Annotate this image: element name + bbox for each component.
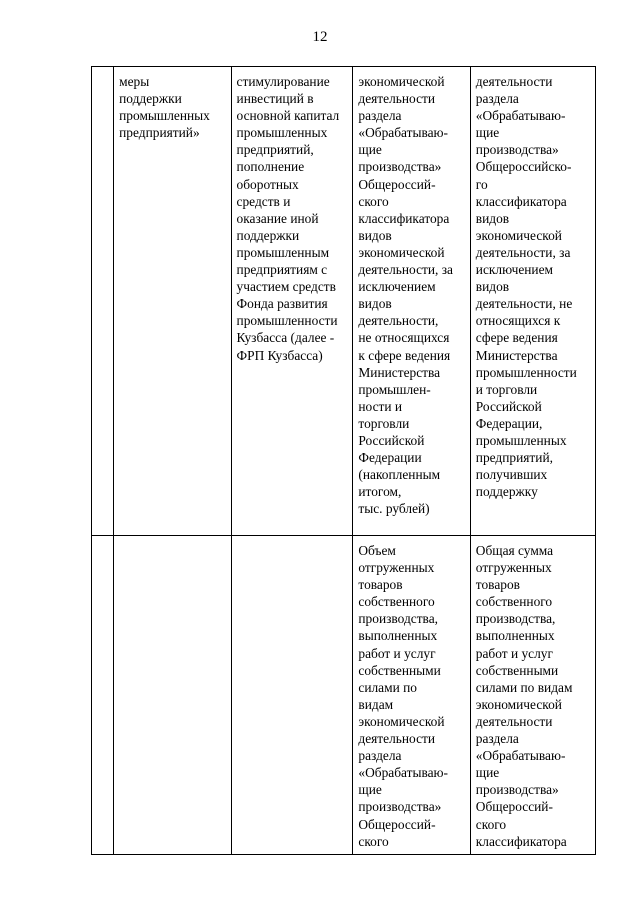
table-cell-program-name <box>114 536 231 855</box>
indicators-table <box>91 66 596 855</box>
table-cell-method: Общая сумма отгруженных товаров собственного производства, выполненных работ и услуг собственными силами по видам экономической деятельности раздела «Обрабатываю- щие производства» Общероссий- ского классификатора <box>470 536 595 855</box>
table-row <box>92 67 596 536</box>
table-cell-goal: стимулирование инвестиций в основной капитал промышленных предприятий, пополнение оборотных средств и оказание иной поддержки промышленным предприятиям с участием средств Фонда развития промышленности Кузбасса (далее - ФРП Кузбасса) <box>231 67 353 536</box>
table-cell-program-name: меры поддержки промышленных предприятий» <box>114 67 231 536</box>
table-cell-indicator: Объем отгруженных товаров собственного производства, выполненных работ и услуг собственными силами по видам экономической деятельности раздела «Обрабатываю- щие производства» Общероссий- ского <box>353 536 470 855</box>
table-cell-number <box>92 67 114 536</box>
table-cell-goal <box>231 536 353 855</box>
table-cell-method: деятельности раздела «Обрабатываю- щие производства» Общероссийско- го классификатора видов экономической деятельности, за исключением видов деятельности, не относящихся к сфере ведения Министерства промышленности и торговли Российской Федерации, промышленных предприятий, получивших поддержку <box>470 67 595 536</box>
table-row <box>92 536 596 855</box>
table-cell-indicator: экономической деятельности раздела «Обрабатываю- щие производства» Общероссий- ского классификатора видов экономической деятельности, за исключением видов деятельности, не относящихся к сфере ведения Министерства промышлен- ности и торговли Российской Федерации (накопленным итогом, тыс. рублей) <box>353 67 470 536</box>
page-number: 12 <box>312 29 328 45</box>
table-cell-number <box>92 536 114 855</box>
